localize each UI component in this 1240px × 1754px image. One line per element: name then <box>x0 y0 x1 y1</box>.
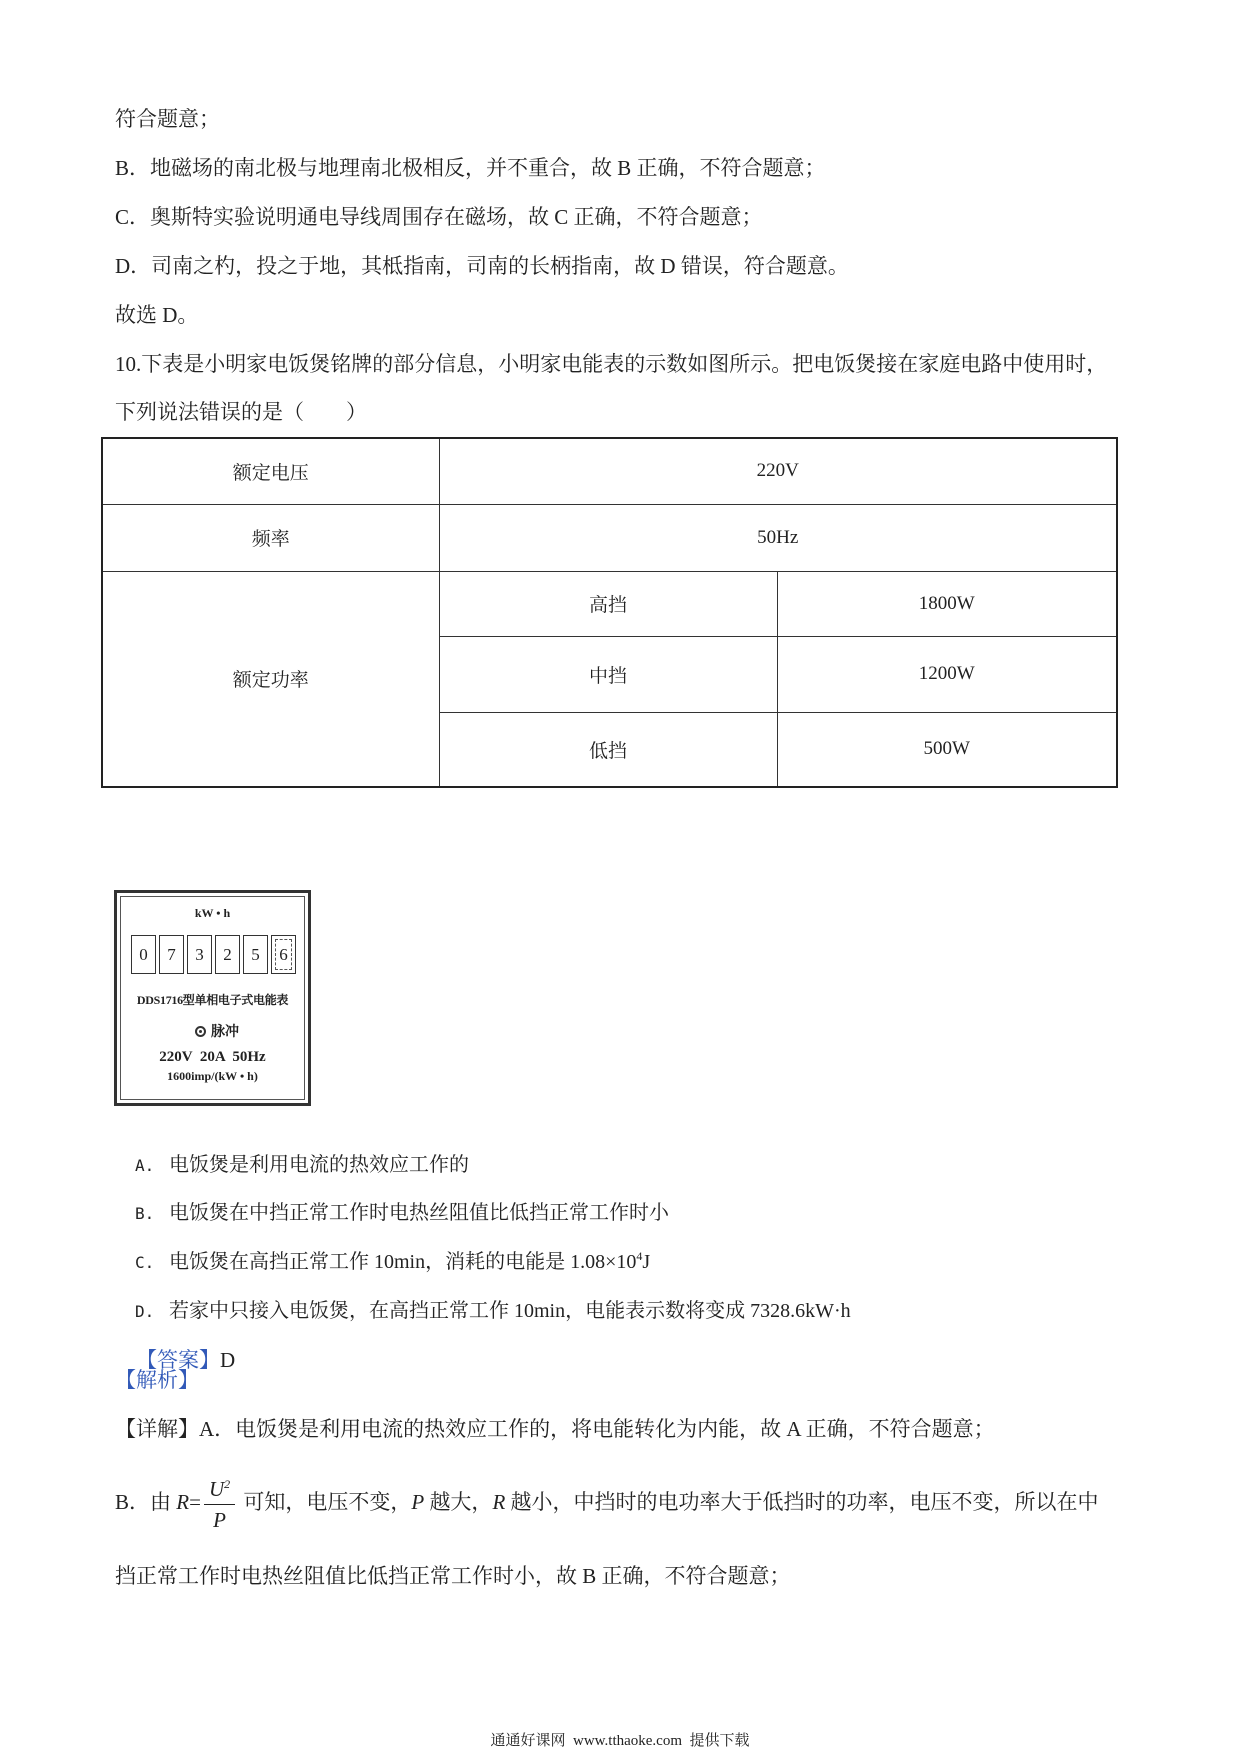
question-stem-line-1: 10.下表是小明家电饭煲铭牌的部分信息，小明家电能表的示数如图所示。把电饭煲接在家庭电路中使用时， <box>115 352 1108 376</box>
meter-digit: 2 <box>215 935 240 974</box>
analysis-label: 【解析】 <box>115 1368 199 1392</box>
answer-label: 【答案】 <box>136 1348 220 1372</box>
prev-answer-line: 符合题意； <box>115 107 220 131</box>
answer-value: D <box>220 1348 236 1372</box>
meter-digit: 5 <box>243 935 268 974</box>
gear-mid-power: 1200W <box>777 636 1117 712</box>
formula-fraction <box>204 1476 235 1533</box>
fraction-numerator <box>204 1476 235 1505</box>
prev-answer-option-c: C．奥斯特实验说明通电导线周围存在磁场，故 C 正确，不符合题意； <box>115 205 763 229</box>
meter-digit: 0 <box>131 935 156 974</box>
frequency-value: 50Hz <box>439 504 1117 571</box>
equals-sign: = <box>189 1490 201 1514</box>
page-footer: 通通好课网 www.tthaoke.com 提供下载 <box>490 1733 750 1749</box>
gear-high-label: 高挡 <box>439 571 777 636</box>
electric-meter-figure <box>114 890 311 1106</box>
var-p: P <box>411 1490 425 1514</box>
meter-digit-row <box>131 935 296 974</box>
rated-voltage-label: 额定电压 <box>102 438 439 504</box>
detail-b-prefix: B．由 <box>115 1490 177 1514</box>
meter-ratings: 220V 20A 50Hz <box>159 1049 266 1065</box>
pulse-indicator-icon <box>195 1026 206 1037</box>
meter-digit: 7 <box>159 935 184 974</box>
option-text: 电饭煲在高挡正常工作 10min，消耗的电能是 1.08×10 <box>169 1251 637 1273</box>
option-label: D. <box>135 1302 155 1321</box>
gear-low-label: 低挡 <box>439 712 777 787</box>
detail-b-text-1: 可知，电压不变， <box>238 1490 412 1514</box>
table-row <box>102 504 1117 571</box>
option-unit: J <box>642 1251 651 1273</box>
table-row <box>102 571 1117 636</box>
meter-constant: 1600imp/(kW • h) <box>167 1069 258 1083</box>
table-row <box>102 438 1117 504</box>
rated-voltage-value: 220V <box>439 438 1117 504</box>
option-label: C. <box>135 1253 155 1272</box>
detail-line-b <box>115 1470 1099 1534</box>
option-exponent: 4 <box>636 1249 643 1263</box>
question-stem-line-2: 下列说法错误的是（ ） <box>115 400 367 424</box>
gear-high-power: 1800W <box>777 571 1117 636</box>
meter-inner-frame <box>120 896 305 1100</box>
meter-digit-decimal: 6 <box>271 935 296 974</box>
gear-low-power: 500W <box>777 712 1117 787</box>
option-label: B. <box>135 1204 155 1223</box>
option-label: A. <box>135 1156 155 1175</box>
detail-line-a: 【详解】A．电饭煲是利用电流的热效应工作的，将电能转化为内能，故 A 正确，不符合题意； <box>115 1417 995 1441</box>
frequency-label: 频率 <box>102 504 439 571</box>
prev-answer-conclusion: 故选 D。 <box>115 303 199 327</box>
option-text: 电饭煲在中挡正常工作时电热丝阻值比低挡正常工作时小 <box>169 1202 669 1224</box>
detail-b-text-2: 越大， <box>424 1490 493 1514</box>
meter-pulse-indicator <box>195 1021 239 1041</box>
detail-b-text-3: 越小，中挡时的电功率大于低挡时的功率，电压不变，所以在中 <box>505 1490 1099 1514</box>
numerator-u: U <box>208 1476 225 1501</box>
meter-digit: 3 <box>187 935 212 974</box>
detail-line-b-continued: 挡正常工作时电热丝阻值比低挡正常工作时小，故 B 正确，不符合题意； <box>115 1564 791 1588</box>
rated-power-label: 额定功率 <box>102 571 439 787</box>
rice-cooker-nameplate-table <box>101 437 1118 788</box>
meter-pulse-label: 脉冲 <box>211 1025 239 1040</box>
fraction-denominator: P <box>213 1507 226 1532</box>
var-r-2: R <box>492 1490 506 1514</box>
option-text: 电饭煲是利用电流的热效应工作的 <box>169 1154 469 1176</box>
var-r: R <box>176 1490 190 1514</box>
meter-unit: kW • h <box>194 906 231 920</box>
option-text: 若家中只接入电饭煲，在高挡正常工作 10min，电能表示数将变成 7328.6kW·h <box>169 1300 851 1322</box>
prev-answer-option-b: B．地磁场的南北极与地理南北极相反，并不重合，故 B 正确，不符合题意； <box>115 156 826 180</box>
meter-model: DDS1716型单相电子式电能表 <box>136 993 289 1007</box>
gear-mid-label: 中挡 <box>439 636 777 712</box>
numerator-exponent: 2 <box>224 1476 231 1491</box>
prev-answer-option-d: D．司南之杓，投之于地，其柢指南，司南的长柄指南，故 D 错误，符合题意。 <box>115 254 849 278</box>
